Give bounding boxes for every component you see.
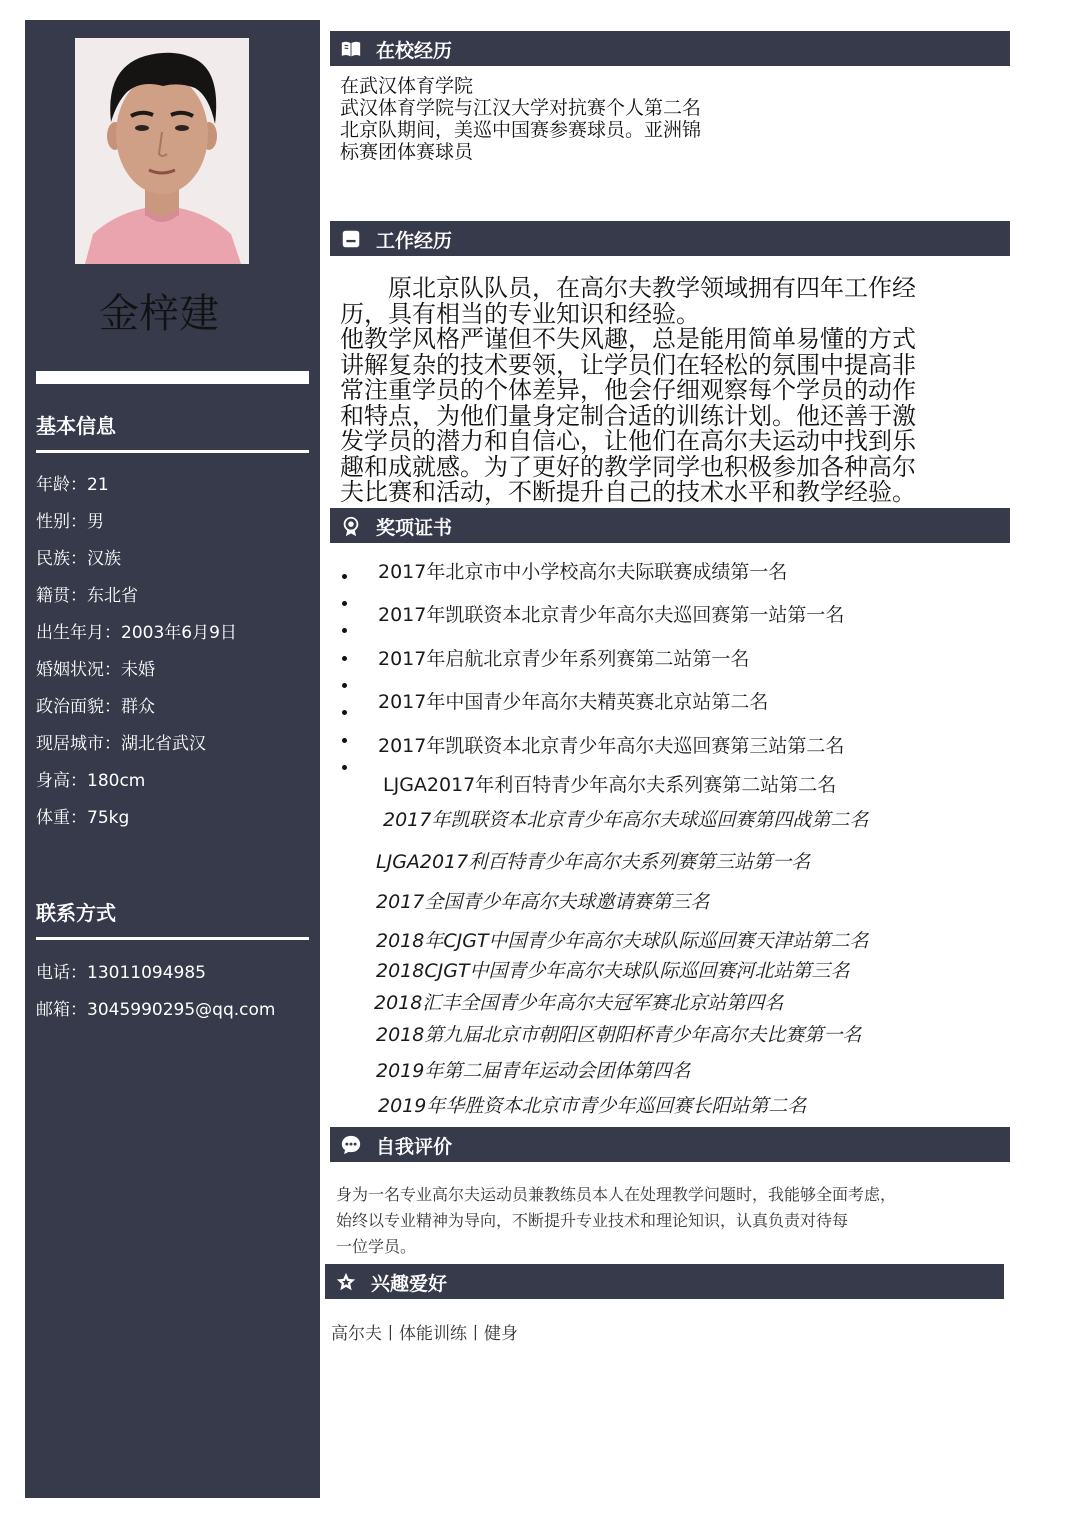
award-item: 2017年中国青少年高尔夫精英赛北京站第二名 bbox=[378, 691, 769, 713]
hobbies-section-title: 兴趣爱好 bbox=[371, 1273, 448, 1295]
info-height: 身高：180cm bbox=[36, 771, 146, 791]
work-line: 讲解复杂的技术要领，让学员们在轻松的氛围中提高非 bbox=[340, 350, 916, 379]
award-item: 2018CJGT中国青少年高尔夫球队际巡回赛河北站第三名 bbox=[376, 960, 850, 982]
self-eval-section-header bbox=[330, 1127, 1010, 1162]
award-item: 2017年北京市中小学校高尔夫际联赛成绩第一名 bbox=[378, 561, 788, 583]
award-bullet bbox=[342, 765, 347, 770]
awards-section-header bbox=[330, 508, 1010, 543]
basic-info-divider bbox=[36, 450, 309, 453]
work-line: 发学员的潜力和自信心，让他们在高尔夫运动中找到乐 bbox=[340, 427, 916, 455]
self-eval-line: 一位学员。 bbox=[336, 1237, 417, 1256]
school-section-header bbox=[330, 31, 1010, 66]
contact-email: 邮箱：3045990295@qq.com bbox=[36, 1000, 276, 1020]
info-city: 现居城市：湖北省武汉 bbox=[36, 734, 206, 754]
award-item: 2017年启航北京青少年系列赛第二站第一名 bbox=[378, 648, 750, 670]
sidebar bbox=[25, 20, 320, 1498]
briefcase-icon bbox=[340, 228, 362, 250]
work-line: 和特点，为他们量身定制合适的训练计划。他还善于激 bbox=[340, 401, 916, 430]
info-weight: 体重：75kg bbox=[36, 808, 130, 828]
award-item: 2018年CJGT中国青少年高尔夫球队际巡回赛天津站第二名 bbox=[376, 930, 869, 952]
self-eval-line: 身为一名专业高尔夫运动员兼教练员本人在处理教学问题时，我能够全面考虑， bbox=[336, 1185, 897, 1204]
awards-section-title: 奖项证书 bbox=[376, 517, 453, 539]
award-item: LJGA2017利百特青少年高尔夫系列赛第三站第一名 bbox=[376, 851, 811, 873]
award-item: LJGA2017年利百特青少年高尔夫系列赛第二站第二名 bbox=[383, 774, 837, 796]
info-gender: 性别：男 bbox=[36, 512, 104, 532]
star-icon bbox=[335, 1271, 357, 1293]
hobbies-section-header bbox=[325, 1264, 1004, 1299]
self-eval-line: 始终以专业精神为导向，不断提升专业技术和理论知识，认真负责对待每 bbox=[336, 1211, 849, 1230]
work-section-title: 工作经历 bbox=[376, 230, 453, 252]
contact-phone: 电话：13011094985 bbox=[36, 963, 206, 983]
school-section-title: 在校经历 bbox=[376, 40, 453, 62]
self-eval-section-title: 自我评价 bbox=[376, 1136, 453, 1158]
award-bullet bbox=[342, 738, 347, 743]
award-bullet bbox=[342, 574, 347, 579]
work-line: 他教学风格严谨但不失风趣，总是能用简单易懂的方式 bbox=[340, 325, 916, 353]
award-bullet bbox=[342, 656, 347, 661]
work-content bbox=[340, 276, 916, 506]
award-item: 2017年凯联资本北京青少年高尔夫巡回赛第三站第二名 bbox=[378, 735, 845, 757]
contact-heading: 联系方式 bbox=[36, 901, 116, 925]
award-item: 2019年华胜资本北京市青少年巡回赛长阳站第二名 bbox=[378, 1095, 807, 1117]
info-hometown: 籍贯：东北省 bbox=[36, 586, 138, 606]
work-line: 趣和成就感。为了更好的教学同学也积极参加各种高尔 bbox=[340, 452, 916, 481]
award-bullet bbox=[342, 601, 347, 606]
school-line: 在武汉体育学院 bbox=[340, 75, 474, 97]
medal-icon bbox=[340, 515, 362, 537]
basic-info-heading: 基本信息 bbox=[36, 414, 116, 438]
book-icon bbox=[340, 38, 362, 60]
school-line: 标赛团体赛球员 bbox=[340, 141, 474, 163]
hobbies-text: 高尔夫丨体能训练丨健身 bbox=[331, 1324, 518, 1344]
chat-bubble-icon bbox=[340, 1134, 362, 1156]
work-line: 夫比赛和活动，不断提升自己的技术水平和教学经验。 bbox=[340, 478, 916, 506]
portrait-illustration bbox=[75, 38, 249, 264]
award-bullet bbox=[342, 710, 347, 715]
profile-photo bbox=[75, 38, 249, 264]
info-ethnicity: 民族：汉族 bbox=[36, 549, 121, 569]
school-line: 北京队期间，美巡中国赛参赛球员。亚洲锦 bbox=[340, 119, 702, 141]
info-age: 年龄：21 bbox=[36, 475, 109, 495]
work-line: 历，具有相当的专业知识和经验。 bbox=[340, 299, 700, 328]
info-birthdate: 出生年月：2003年6月9日 bbox=[36, 623, 237, 643]
school-content bbox=[340, 75, 701, 163]
school-line: 武汉体育学院与江汉大学对抗赛个人第二名 bbox=[340, 97, 702, 119]
info-political-status: 政治面貌：群众 bbox=[36, 697, 155, 717]
award-item: 2018第九届北京市朝阳区朝阳杯青少年高尔夫比赛第一名 bbox=[376, 1024, 862, 1046]
person-name: 金梓建 bbox=[99, 291, 219, 337]
award-item: 2018汇丰全国青少年高尔夫冠军赛北京站第四名 bbox=[374, 992, 784, 1014]
award-bullet bbox=[342, 683, 347, 688]
award-bullet bbox=[342, 628, 347, 633]
info-marital-status: 婚姻状况：未婚 bbox=[36, 660, 155, 680]
contact-divider bbox=[36, 937, 309, 940]
award-item: 2017年凯联资本北京青少年高尔夫球巡回赛第四战第二名 bbox=[383, 809, 869, 831]
work-line: 常注重学员的个体差异，他会仔细观察每个学员的动作 bbox=[340, 376, 916, 404]
award-item: 2017全国青少年高尔夫球邀请赛第三名 bbox=[376, 891, 710, 913]
work-line: 原北京队队员，在高尔夫教学领域拥有四年工作经 bbox=[340, 274, 916, 302]
award-item: 2017年凯联资本北京青少年高尔夫巡回赛第一站第一名 bbox=[378, 604, 845, 626]
name-divider bbox=[36, 371, 309, 384]
award-item: 2019年第二届青年运动会团体第四名 bbox=[376, 1060, 691, 1082]
work-section-header bbox=[330, 221, 1010, 256]
